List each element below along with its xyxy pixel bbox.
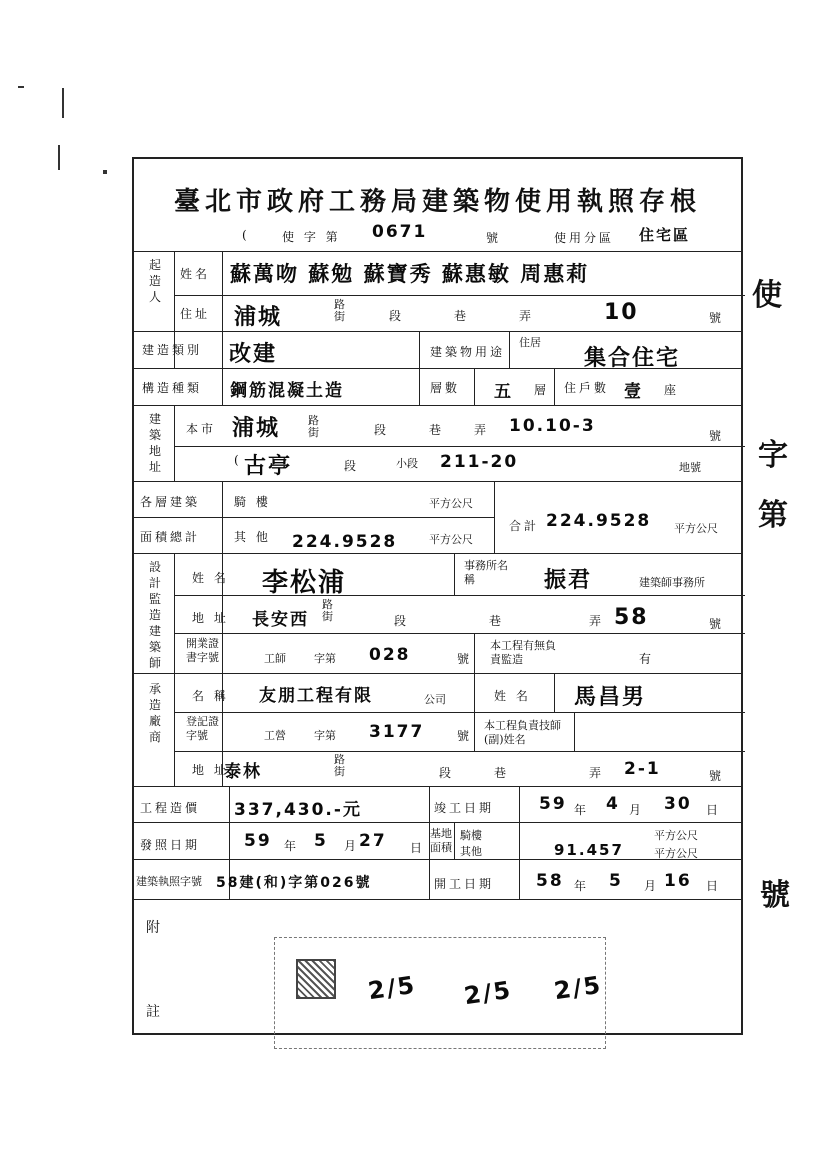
- site-city: 本市: [186, 422, 217, 436]
- header-hao: 號: [486, 231, 502, 245]
- lot-district: 古亭: [244, 454, 293, 479]
- document-title: 臺北市政府工務局建築物使用執照存根: [173, 187, 701, 217]
- margin-char: 第: [758, 498, 788, 533]
- designer-section-unit: 段: [394, 614, 410, 628]
- area-label-1: 各層建築: [140, 495, 201, 509]
- lot-section: 段: [344, 459, 360, 473]
- site-road-unit: 路街: [308, 414, 319, 439]
- contractor-alley-unit: 弄: [589, 766, 605, 780]
- completion-year: 59: [539, 794, 567, 814]
- designer-alley-unit: 弄: [589, 614, 605, 628]
- scan-mark: [18, 86, 24, 88]
- issue-y: 年: [284, 839, 300, 853]
- site-hao: 號: [709, 429, 725, 443]
- designer-license-hao: 號: [457, 652, 473, 666]
- area-total-unit: 平方公尺: [674, 522, 718, 535]
- build-permit-label: 建築執照字號: [136, 875, 202, 888]
- completion-day: 30: [664, 794, 692, 814]
- site-number-value: 10.10-3: [509, 416, 596, 436]
- cost-value: 337,430.-元: [234, 800, 362, 820]
- designer-supervise-value: 有: [639, 652, 655, 666]
- designer-office-value: 振君: [544, 568, 593, 593]
- contractor-reg-label: 登記證字號: [186, 715, 219, 742]
- remarks-note: 2/5: [366, 970, 418, 1006]
- floors-label: 層數: [430, 381, 461, 395]
- area-total-label: 合計: [509, 519, 540, 533]
- permit-form: [132, 157, 743, 1035]
- contractor-reg-prefix: 工營: [264, 729, 286, 742]
- area-label-2: 面積總計: [140, 530, 201, 544]
- completion-y: 年: [574, 803, 590, 817]
- households-unit: 座: [664, 383, 680, 397]
- designer-road-unit: 路街: [322, 598, 333, 623]
- contractor-address-label: 地 址: [192, 763, 229, 777]
- designer-address-label: 地 址: [192, 611, 229, 625]
- issue-m: 月: [344, 839, 360, 853]
- applicant-address-value: 浦城: [234, 305, 283, 330]
- contractor-section-unit: 段: [439, 766, 455, 780]
- scan-mark: [58, 145, 60, 170]
- designer-license-number: 028: [369, 645, 411, 665]
- applicant-road-unit: 路街: [334, 298, 345, 323]
- header-permit-word: 使 字 第: [282, 230, 341, 244]
- designer-road-value: 長安西: [252, 610, 309, 630]
- issue-day: 27: [359, 831, 387, 851]
- area-arcade-unit: 平方公尺: [429, 497, 473, 510]
- header-permit-number: 0671: [372, 222, 428, 242]
- applicant-hao: 號: [709, 311, 725, 325]
- start-year: 58: [536, 871, 564, 891]
- start-day: 16: [664, 871, 692, 891]
- area-other-label: 其 他: [234, 530, 271, 544]
- site-area-other-label: 其他: [460, 845, 482, 858]
- designer-license-prefix: 工師: [264, 652, 286, 665]
- structure-value: 鋼筋混凝土造: [230, 381, 344, 401]
- site-road-value: 浦城: [232, 416, 281, 441]
- applicant-name-value: 蘇萬吻 蘇勉 蘇寶秀 蘇惠敏 周惠莉: [230, 262, 590, 286]
- households-label: 住戶數: [564, 381, 610, 395]
- completion-month: 4: [606, 794, 620, 814]
- remarks-label-2: 註: [146, 1004, 163, 1020]
- designer-number-value: 58: [614, 605, 649, 630]
- building-type-value: 改建: [229, 342, 278, 367]
- remarks-note: 2/5: [552, 970, 604, 1006]
- structure-label: 構造種類: [142, 381, 203, 395]
- completion-m: 月: [629, 803, 645, 817]
- contractor-address-value: 泰林: [224, 762, 262, 782]
- floors-unit: 層: [534, 383, 550, 397]
- issue-month: 5: [314, 831, 328, 851]
- completion-label: 竣工日期: [434, 801, 495, 815]
- applicant-name-label: 姓名: [180, 267, 211, 281]
- area-total-value: 224.9528: [546, 511, 652, 531]
- designer-license-label: 開業證書字號: [186, 637, 219, 664]
- contractor-name-value: 友朋工程有限: [259, 686, 373, 706]
- site-area-other-unit: 平方公尺: [654, 847, 698, 860]
- start-y: 年: [574, 879, 590, 893]
- contractor-number-value: 2-1: [624, 759, 661, 779]
- designer-license-word: 字第: [314, 652, 336, 665]
- site-section-label: 建築地址: [148, 412, 161, 474]
- site-area-arcade-label: 騎樓: [460, 829, 482, 842]
- applicant-address-label: 住址: [180, 307, 211, 321]
- lot-hao: 地號: [679, 461, 701, 474]
- site-section-unit: 段: [374, 423, 390, 437]
- area-arcade-label: 騎 樓: [234, 495, 271, 509]
- build-permit-value: 58建(和)字第026號: [216, 875, 372, 891]
- site-alley-unit: 弄: [474, 423, 490, 437]
- applicant-alley-unit: 弄: [519, 309, 535, 323]
- start-label: 開工日期: [434, 877, 495, 891]
- issue-year: 59: [244, 831, 272, 851]
- contractor-section-label: 承造廠商: [148, 682, 161, 744]
- issue-label: 發照日期: [140, 838, 201, 852]
- margin-char: 使: [752, 278, 782, 313]
- site-area-arcade-unit: 平方公尺: [654, 829, 698, 842]
- lot-number: 211-20: [440, 452, 519, 472]
- applicant-section-label: 起造人: [148, 258, 161, 304]
- margin-char: 字: [758, 438, 788, 473]
- area-other-unit: 平方公尺: [429, 533, 473, 546]
- building-use-value: 集合住宅: [584, 346, 681, 371]
- contractor-tech-label: 本工程負責技師(副)姓名: [484, 719, 561, 746]
- designer-name-label: 姓 名: [192, 571, 229, 585]
- area-other-value: 224.9528: [292, 532, 398, 552]
- start-month: 5: [609, 871, 623, 891]
- contractor-person-value: 馬昌男: [574, 685, 647, 710]
- start-d: 日: [706, 879, 722, 893]
- site-lane-unit: 巷: [429, 423, 445, 437]
- building-use-label: 建築物用途: [430, 345, 506, 359]
- scan-mark: [62, 88, 64, 118]
- contractor-lane-unit: 巷: [494, 766, 510, 780]
- contractor-name-label: 名 稱: [192, 689, 229, 703]
- contractor-name-suffix: 公司: [424, 693, 446, 706]
- site-area-label: 基地面積: [430, 827, 452, 854]
- cost-label: 工程造價: [140, 801, 201, 815]
- lot-paren: (: [234, 453, 242, 467]
- remarks-note: 2/5: [462, 975, 514, 1011]
- contractor-person-label: 姓 名: [494, 689, 531, 703]
- header-prefix: (: [242, 228, 250, 242]
- designer-supervise-label: 本工程有無負責監造: [490, 639, 556, 666]
- designer-lane-unit: 巷: [489, 614, 505, 628]
- contractor-reg-number: 3177: [369, 722, 425, 742]
- contractor-hao: 號: [709, 769, 725, 783]
- issue-d: 日: [410, 841, 426, 855]
- designer-office-label: 事務所名稱: [464, 559, 508, 586]
- header-zone-value: 住宅區: [639, 226, 691, 244]
- completion-d: 日: [706, 803, 722, 817]
- header-zone-label: 使用分區: [554, 231, 615, 245]
- households-value: 壹: [624, 382, 643, 402]
- building-use-prefix: 住居: [519, 336, 541, 349]
- building-type-label: 建造類別: [142, 343, 203, 357]
- contractor-reg-hao: 號: [457, 729, 473, 743]
- designer-office-suffix: 建築師事務所: [639, 576, 705, 589]
- scan-mark: [103, 170, 107, 174]
- applicant-number-value: 10: [604, 300, 639, 325]
- start-m: 月: [644, 879, 660, 893]
- contractor-reg-word: 字第: [314, 729, 336, 742]
- floors-value: 五: [494, 382, 513, 402]
- applicant-section-unit: 段: [389, 309, 405, 323]
- applicant-lane-unit: 巷: [454, 309, 470, 323]
- designer-name-value: 李松浦: [262, 568, 347, 598]
- designer-hao: 號: [709, 617, 725, 631]
- remarks-seal: [296, 959, 336, 999]
- lot-subsection: 小段: [396, 457, 418, 470]
- margin-char: 號: [760, 878, 790, 913]
- remarks-label-1: 附: [146, 920, 163, 936]
- designer-section-label: 設計監造建築師: [148, 560, 161, 670]
- site-area-other-value: 91.457: [554, 841, 624, 859]
- contractor-road-unit: 路街: [334, 753, 345, 778]
